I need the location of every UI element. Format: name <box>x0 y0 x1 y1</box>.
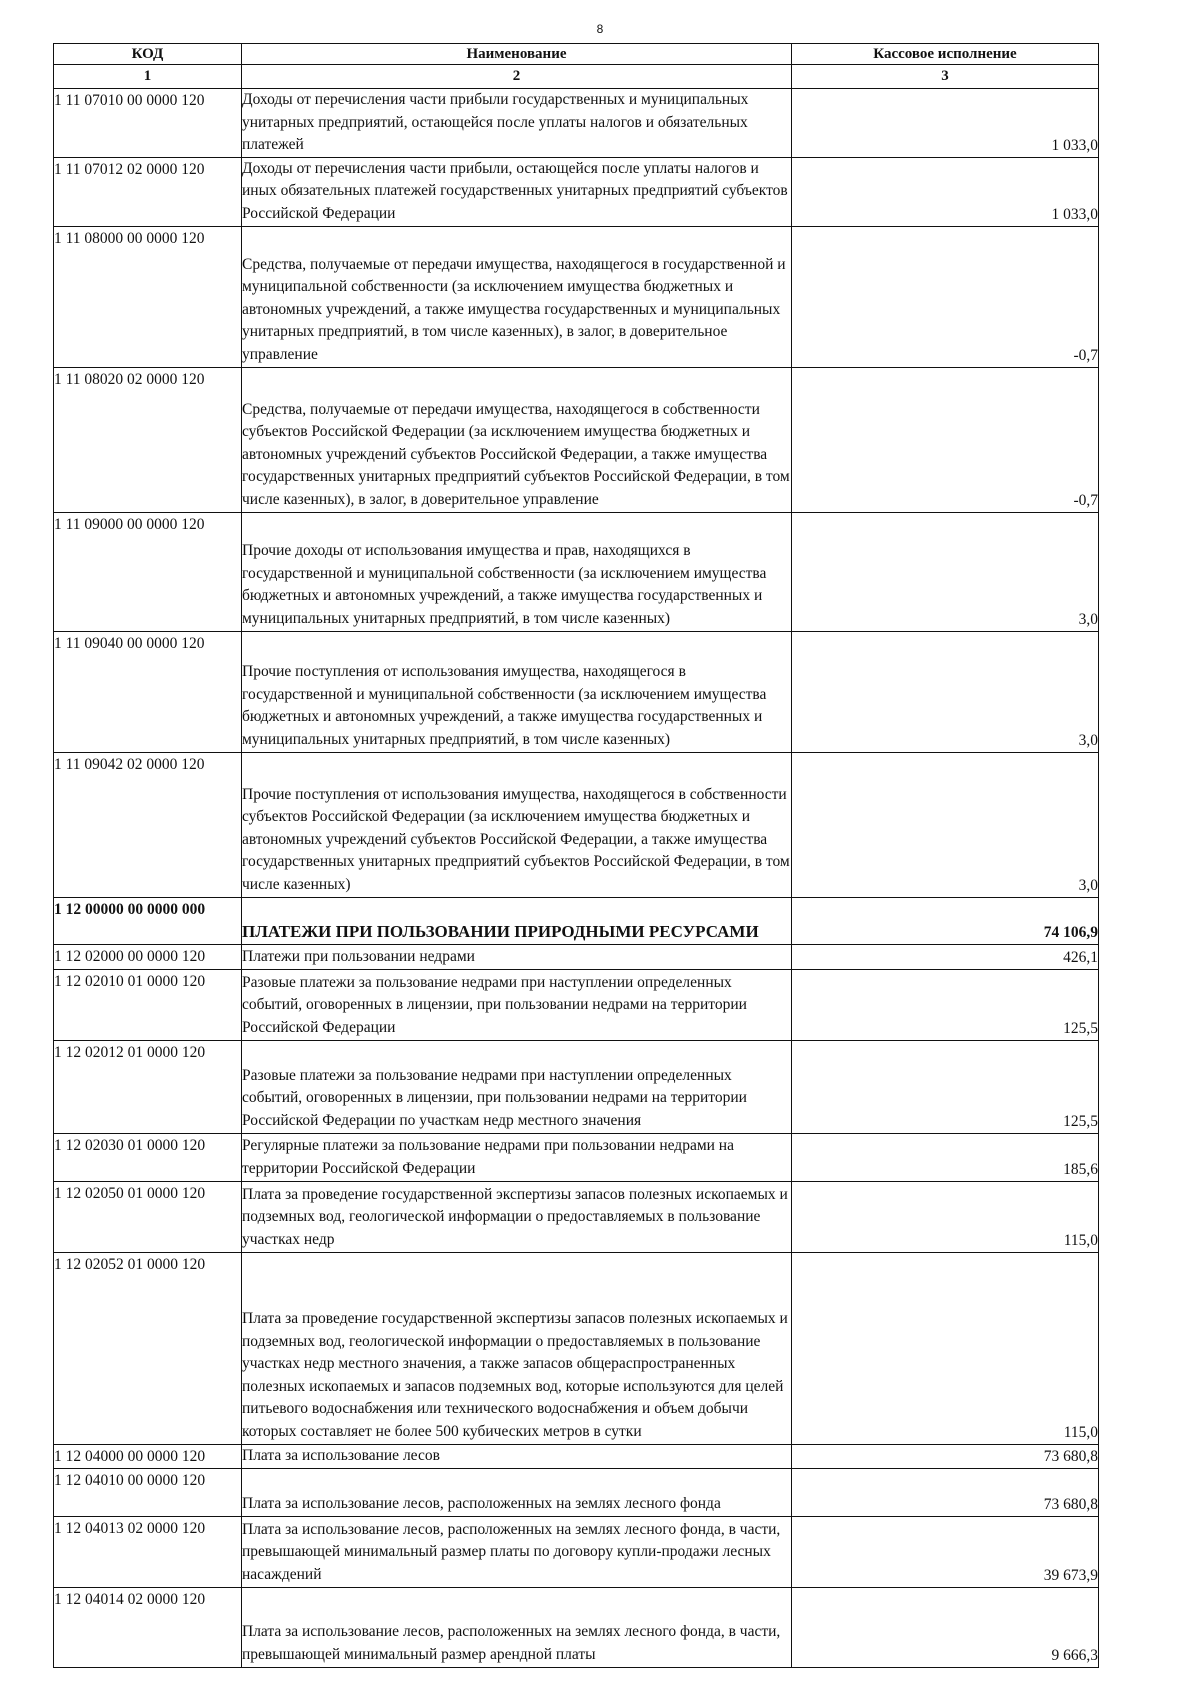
header-name: Наименование <box>242 44 792 65</box>
table-row <box>54 752 1099 897</box>
row-amount: -0,7 <box>792 226 1099 367</box>
header-row <box>54 44 1099 65</box>
row-name: Прочие доходы от использования имущества и прав, находящихся в государственной и муниципальной собственности (за исключением имущества бюджетных и автономных учреждений, а также имущества государственных и муниципальных унитарных предприятий, в том числе казенных) <box>242 512 792 631</box>
row-name: Прочие поступления от использования имущества, находящегося в собственности субъектов Российской Федерации (за исключением имущества бюджетных и автономных учреждений субъектов Российской Федерации, а также имущества государственных унитарных предприятий субъектов Российской Федерации, в том числе казенных) <box>242 752 792 897</box>
row-amount: 73 680,8 <box>792 1444 1099 1468</box>
table-row <box>54 1468 1099 1516</box>
table-row <box>54 944 1099 969</box>
table-row <box>54 367 1099 512</box>
column-number-1: 1 <box>54 65 242 89</box>
row-amount: 9 666,3 <box>792 1587 1099 1667</box>
table-row <box>54 631 1099 752</box>
table-row <box>54 226 1099 367</box>
row-name: Средства, получаемые от передачи имущества, находящегося в собственности субъектов Российской Федерации (за исключением имущества бюджетных и автономных учреждений субъектов Российской Федерации, а также имущества государственных унитарных предприятий субъектов Российской Федерации, в том числе казенных), в залог, в доверительное управление <box>242 367 792 512</box>
row-name: Платежи при пользовании недрами <box>242 944 792 969</box>
column-number-3: 3 <box>792 65 1099 89</box>
row-code: 1 11 09042 02 0000 120 <box>54 752 242 897</box>
header-code: КОД <box>54 44 242 65</box>
row-code: 1 12 02052 01 0000 120 <box>54 1252 242 1444</box>
row-code: 1 12 04010 00 0000 120 <box>54 1468 242 1516</box>
row-name: Доходы от перечисления части прибыли государственных и муниципальных унитарных предприятий, остающейся после уплаты налогов и обязательных платежей <box>242 89 792 158</box>
table-row <box>54 1181 1099 1252</box>
row-name: Плата за проведение государственной экспертизы запасов полезных ископаемых и подземных вод, геологической информации о предоставляемых в пользование участках недр <box>242 1181 792 1252</box>
row-name: Разовые платежи за пользование недрами при наступлении определенных событий, оговоренных в лицензии, при пользовании недрами на территории Российской Федерации <box>242 969 792 1040</box>
table-row <box>54 1040 1099 1133</box>
row-name: Средства, получаемые от передачи имущества, находящегося в государственной и муниципальной собственности (за исключением имущества бюджетных и автономных учреждений, а также имущества государственных и муниципальных унитарных предприятий, в том числе казенных), в залог, в доверительное управление <box>242 226 792 367</box>
row-code: 1 12 04014 02 0000 120 <box>54 1587 242 1667</box>
table-row <box>54 1252 1099 1444</box>
row-code: 1 11 09040 00 0000 120 <box>54 631 242 752</box>
row-code: 1 11 07012 02 0000 120 <box>54 157 242 226</box>
row-code: 1 12 02012 01 0000 120 <box>54 1040 242 1133</box>
row-code: 1 12 02050 01 0000 120 <box>54 1181 242 1252</box>
row-amount: 1 033,0 <box>792 89 1099 158</box>
row-amount: 74 106,9 <box>792 897 1099 944</box>
budget-execution-table <box>53 43 1099 1668</box>
row-amount: 3,0 <box>792 631 1099 752</box>
row-amount: 185,6 <box>792 1133 1099 1181</box>
row-amount: -0,7 <box>792 367 1099 512</box>
table-row <box>54 89 1099 158</box>
row-name: Разовые платежи за пользование недрами при наступлении определенных событий, оговоренных в лицензии, при пользовании недрами на территории Российской Федерации по участкам недр местного значения <box>242 1040 792 1133</box>
row-amount: 125,5 <box>792 969 1099 1040</box>
table-row <box>54 1444 1099 1468</box>
row-amount: 73 680,8 <box>792 1468 1099 1516</box>
row-code: 1 12 02030 01 0000 120 <box>54 1133 242 1181</box>
row-amount: 1 033,0 <box>792 157 1099 226</box>
row-name: Прочие поступления от использования имущества, находящегося в государственной и муниципальной собственности (за исключением имущества бюджетных и автономных учреждений, а также имущества государственных и муниципальных унитарных предприятий, в том числе казенных) <box>242 631 792 752</box>
row-name: Доходы от перечисления части прибыли, остающейся после уплаты налогов и иных обязательных платежей государственных унитарных предприятий субъектов Российской Федерации <box>242 157 792 226</box>
row-code: 1 11 09000 00 0000 120 <box>54 512 242 631</box>
row-name: Плата за проведение государственной экспертизы запасов полезных ископаемых и подземных вод, геологической информации о предоставляемых в пользование участках недр местного значения, а также запасов общераспространенных полезных ископаемых и запасов подземных вод, которые используются для целей питьевого водоснабжения или технического водоснабжения и объем добычи которых составляет не более 500 кубических метров в сутки <box>242 1252 792 1444</box>
table-row <box>54 1516 1099 1587</box>
row-code: 1 11 08000 00 0000 120 <box>54 226 242 367</box>
row-code: 1 12 04000 00 0000 120 <box>54 1444 242 1468</box>
row-amount: 39 673,9 <box>792 1516 1099 1587</box>
row-name: ПЛАТЕЖИ ПРИ ПОЛЬЗОВАНИИ ПРИРОДНЫМИ РЕСУРСАМИ <box>242 897 792 944</box>
row-code: 1 12 00000 00 0000 000 <box>54 897 242 944</box>
column-number-row <box>54 65 1099 89</box>
row-amount: 125,5 <box>792 1040 1099 1133</box>
row-name: Плата за использование лесов, расположенных на землях лесного фонда, в части, превышающей минимальный размер платы по договору купли-продажи лесных насаждений <box>242 1516 792 1587</box>
row-name: Регулярные платежи за пользование недрами при пользовании недрами на территории Российской Федерации <box>242 1133 792 1181</box>
row-name: Плата за использование лесов, расположенных на землях лесного фонда <box>242 1468 792 1516</box>
row-amount: 115,0 <box>792 1181 1099 1252</box>
row-amount: 426,1 <box>792 944 1099 969</box>
row-amount: 3,0 <box>792 512 1099 631</box>
row-code: 1 11 08020 02 0000 120 <box>54 367 242 512</box>
row-code: 1 12 04013 02 0000 120 <box>54 1516 242 1587</box>
table-row <box>54 512 1099 631</box>
table-row <box>54 897 1099 944</box>
row-amount: 3,0 <box>792 752 1099 897</box>
row-code: 1 12 02000 00 0000 120 <box>54 944 242 969</box>
table-row <box>54 157 1099 226</box>
row-code: 1 11 07010 00 0000 120 <box>54 89 242 158</box>
row-amount: 115,0 <box>792 1252 1099 1444</box>
row-code: 1 12 02010 01 0000 120 <box>54 969 242 1040</box>
page-number: 8 <box>596 22 604 36</box>
column-number-2: 2 <box>242 65 792 89</box>
row-name: Плата за использование лесов <box>242 1444 792 1468</box>
table-row <box>54 1133 1099 1181</box>
table-row <box>54 969 1099 1040</box>
table-row <box>54 1587 1099 1667</box>
row-name: Плата за использование лесов, расположенных на землях лесного фонда, в части, превышающей минимальный размер арендной платы <box>242 1587 792 1667</box>
header-amount: Кассовое исполнение <box>792 44 1099 65</box>
